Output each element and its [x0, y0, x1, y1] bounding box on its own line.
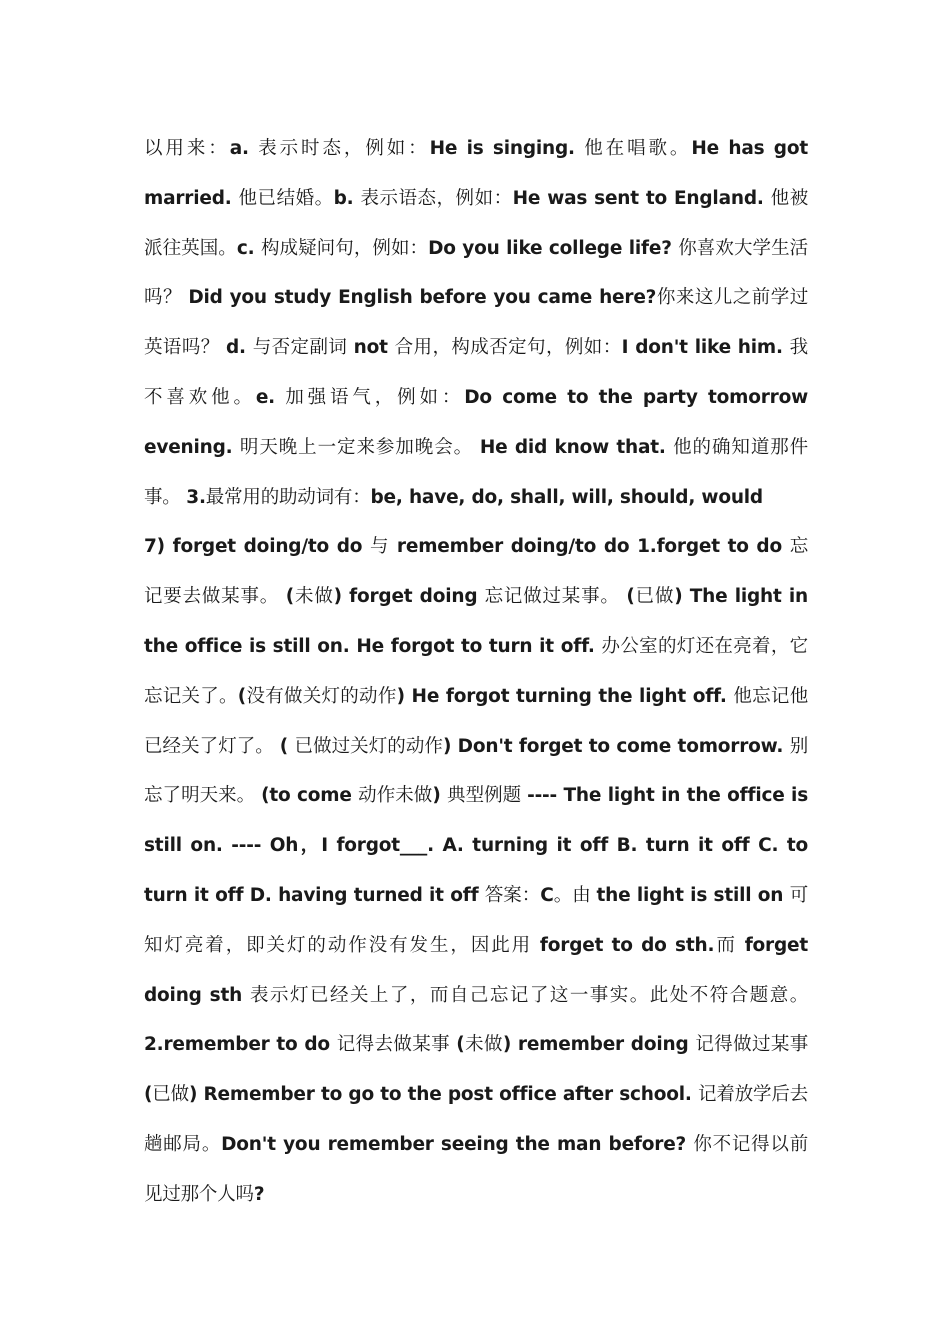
text-run: ) He forgot turning the light off.: [396, 685, 734, 707]
text-run: 忘记做过某事。: [484, 586, 627, 608]
text-run: not: [353, 337, 395, 359]
text-run: 你来这儿之前学过英语吗？: [144, 287, 808, 359]
text-run: 合用，构成否定句，例如：: [394, 337, 622, 359]
text-run: 他忘记他已经关了灯了。: [144, 685, 808, 757]
text-run: (: [144, 1084, 153, 1106]
text-run: ) remember doing: [502, 1034, 696, 1056]
text-run: 可知灯亮着，即关灯的动作没有发生，因此用: [144, 884, 808, 956]
text-run: 2.remember to do: [144, 1034, 337, 1056]
text-run: 表示灯已经关上了，而自己忘记了这一事实。此处不符合题意。: [250, 984, 808, 1006]
text-run: forget doing sth: [144, 934, 809, 1006]
document-page: [144, 124, 808, 1220]
text-run: He is singing.: [429, 138, 585, 159]
text-run: I don't like him.: [621, 337, 790, 359]
text-run: Do you like college life?: [428, 237, 679, 259]
text-run: 他在唱歌。: [584, 138, 692, 159]
text-run: be, have, do, shall, will, should, would: [370, 486, 763, 508]
text-run: ) forget doing: [333, 586, 485, 608]
text-run: a.: [229, 138, 259, 159]
text-run: 已做: [634, 586, 675, 608]
text-run: He has got married.: [144, 138, 808, 209]
text-run: 没有做关灯的动作: [246, 685, 397, 707]
text-run: 未做: [464, 1034, 503, 1056]
text-run: He was sent to England.: [512, 187, 771, 209]
text-run: 以用来：: [144, 138, 230, 159]
text-run: forget to do sth.: [539, 934, 715, 956]
text-run: 已做: [152, 1084, 189, 1106]
text-run: 表示语态，例如：: [360, 187, 513, 209]
text-run: (: [279, 735, 295, 757]
text-run: (: [626, 586, 635, 608]
text-run: 。由: [553, 884, 597, 906]
text-run: 而: [714, 934, 745, 956]
text-run: C: [540, 884, 554, 906]
text-run: He did know that.: [479, 436, 674, 458]
text-run: 忘记要去做某事。: [144, 536, 808, 608]
text-run: 7) forget doing/to do: [144, 536, 371, 558]
text-run: 你喜欢大学生活吗？: [144, 237, 808, 309]
text-run: d.: [225, 337, 253, 359]
text-run: ) Don't forget to come tomorrow.: [442, 735, 790, 757]
text-run: 明天晚上一定来参加晚会。: [239, 436, 480, 458]
text-run: 办公室的灯还在亮着，它忘记关了。: [144, 635, 808, 707]
text-run: 他的确知道那件事。: [144, 436, 808, 508]
text-run: ) Remember to go to the post office after school.: [188, 1084, 699, 1106]
text-run: 表示时态，例如：: [258, 138, 430, 159]
text-run: ---- The light in the office is still on. ---- Oh，I forgot___. A. turning it off B. turn it off C. to turn it off D. having turned it off: [144, 785, 809, 906]
text-run: 他已结婚。: [238, 187, 334, 209]
text-run: 与否定副词: [252, 337, 354, 359]
text-run: ) The light in the office is still on. He forgot to turn it off.: [144, 586, 809, 657]
text-run: ): [432, 785, 448, 807]
text-run: (: [237, 685, 247, 707]
text-run: 他被派往英国。: [144, 187, 808, 259]
text-run: (: [456, 1034, 465, 1056]
text-run: 最常用的助动词有：: [205, 486, 371, 508]
paragraph-auxiliary-verbs: [144, 124, 808, 522]
text-run: (: [285, 586, 295, 608]
text-run: 你不记得以前见过那个人吗: [144, 1133, 808, 1205]
text-run: 别忘了明天来。: [144, 735, 808, 807]
text-run: 答案：: [484, 884, 541, 906]
text-run: 加强语气，例如：: [285, 386, 465, 408]
text-run: 未做: [294, 586, 334, 608]
text-run: 记着放学后去趟邮局。: [144, 1084, 808, 1155]
text-run: remember doing/to do 1.forget to do: [396, 536, 790, 558]
text-run: Do come to the party tomorrow evening.: [144, 386, 808, 458]
text-run: 记得去做某事: [336, 1034, 457, 1056]
text-run: ?: [253, 1183, 265, 1205]
text-run: 已做过关灯的动作: [294, 735, 443, 757]
text-run: Don't you remember seeing the man before?: [221, 1133, 694, 1155]
text-run: 动作未做: [358, 785, 433, 807]
text-run: 与: [370, 536, 397, 558]
text-run: 典型例题: [447, 785, 528, 807]
text-run: 我不喜欢他。: [144, 337, 808, 408]
text-run: (to come: [261, 785, 359, 807]
text-run: e.: [255, 386, 286, 408]
text-run: b.: [333, 187, 361, 209]
text-run: Did you study English before you came here?: [188, 287, 657, 309]
text-run: the light is still on: [596, 884, 790, 906]
text-run: 记得做过某事: [695, 1034, 808, 1056]
paragraph-forget-remember: [144, 522, 808, 1219]
text-run: 构成疑问句，例如：: [260, 237, 429, 259]
text-run: 3.: [186, 486, 206, 508]
text-run: c.: [236, 237, 261, 259]
